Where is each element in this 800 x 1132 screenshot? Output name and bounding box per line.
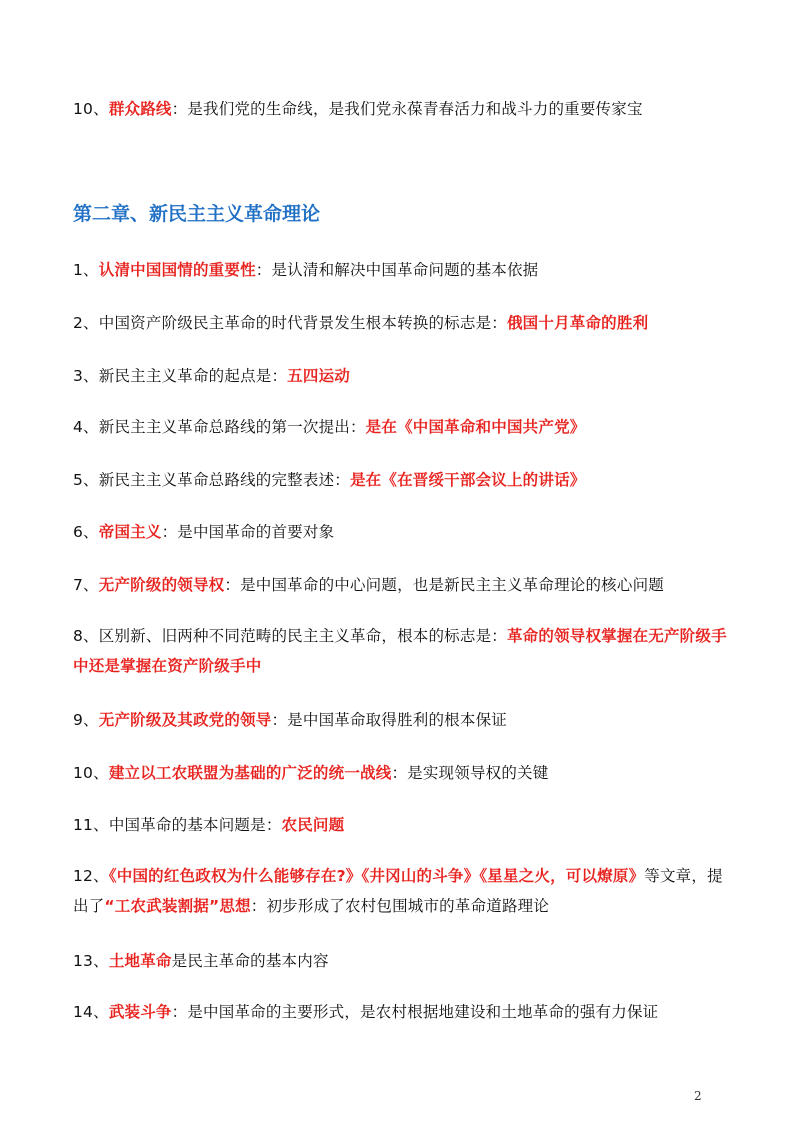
highlight-term-secondary: “工农武装割据”思想 [104, 897, 251, 915]
list-item-10-mass-line [73, 94, 733, 124]
highlight-term: 土地革命 [108, 952, 172, 970]
highlight-term: 《中国的红色政权为什么能够存在?》《井冈山的斗争》《星星之火，可以燎原》 [108, 867, 645, 885]
item-text: 中国革命的基本问题是： [108, 816, 282, 834]
item-text: 中国资产阶级民主革命的时代背景发生根本转换的标志是： [98, 314, 507, 332]
list-item-10 [73, 758, 733, 788]
highlight-term: 群众路线 [108, 100, 172, 118]
chapter-title: 第二章、新民主主义革命理论 [73, 203, 321, 225]
item-text: ：是中国革命的首要对象 [161, 523, 335, 541]
item-text-rest: ：初步形成了农村包围城市的革命道路理论 [250, 897, 550, 915]
list-item-1 [73, 255, 733, 285]
item-number: 10、 [73, 100, 109, 118]
list-item-2 [73, 308, 733, 338]
highlight-term: 是在《中国革命和中国共产党》 [365, 418, 586, 436]
item-number: 14、 [73, 1003, 109, 1021]
highlight-term: 五四运动 [287, 367, 350, 385]
list-item-8 [73, 621, 733, 681]
item-number: 6、 [73, 523, 99, 541]
highlight-term: 武装斗争 [108, 1003, 172, 1021]
item-number: 13、 [73, 952, 109, 970]
highlight-term: 建立以工农联盟为基础的广泛的统一战线 [108, 764, 392, 782]
highlight-term: 认清中国国情的重要性 [98, 261, 256, 279]
item-text: ：是中国革命的主要形式，是农村根据地建设和土地革命的强有力保证 [171, 1003, 659, 1021]
highlight-term: 革命的领导权掌握在无产阶级手中还是掌握在资产阶级手中 [73, 627, 727, 675]
item-number: 8、 [73, 627, 99, 645]
item-number: 4、 [73, 418, 99, 436]
item-text: 新民主主义革命总路线的完整表述： [98, 471, 350, 489]
item-text: 等文章，提出了 [73, 867, 723, 915]
item-text: ：是我们党的生命线，是我们党永葆青春活力和战斗力的重要传家宝 [171, 100, 643, 118]
list-item-12 [73, 861, 733, 921]
list-item-7 [73, 570, 733, 600]
item-number: 1、 [73, 261, 99, 279]
page-number: 2 [694, 1089, 702, 1103]
highlight-term: 是在《在晋绥干部会议上的讲话》 [349, 471, 586, 489]
highlight-term: 农民问题 [281, 816, 345, 834]
list-item-14 [73, 997, 733, 1027]
list-item-11 [73, 810, 733, 840]
highlight-term: 俄国十月革命的胜利 [506, 314, 649, 332]
highlight-term: 无产阶级及其政党的领导 [98, 711, 272, 729]
item-text: 区别新、旧两种不同范畴的民主主义革命，根本的标志是： [98, 627, 507, 645]
item-number: 10、 [73, 764, 109, 782]
list-item-9 [73, 705, 733, 735]
item-text: ：是中国革命的中心问题，也是新民主主义革命理论的核心问题 [224, 576, 664, 594]
item-text: ：是实现领导权的关键 [391, 764, 549, 782]
highlight-term: 帝国主义 [98, 523, 162, 541]
list-item-13 [73, 946, 733, 976]
list-item-6 [73, 517, 733, 547]
item-number: 11、 [73, 816, 109, 834]
list-item-4 [73, 412, 733, 442]
item-text: ：是认清和解决中国革命问题的基本依据 [255, 261, 539, 279]
item-text: 新民主主义革命的起点是： [98, 367, 288, 385]
item-number: 3、 [73, 367, 99, 385]
item-text: 新民主主义革命总路线的第一次提出： [98, 418, 366, 436]
item-number: 2、 [73, 314, 99, 332]
item-number: 7、 [73, 576, 99, 594]
list-item-5 [73, 465, 733, 495]
item-number: 5、 [73, 471, 99, 489]
item-text: ：是中国革命取得胜利的根本保证 [271, 711, 507, 729]
list-item-3 [73, 361, 733, 391]
item-text: 是民主革命的基本内容 [171, 952, 329, 970]
item-number: 12、 [73, 867, 109, 885]
item-number: 9、 [73, 711, 99, 729]
highlight-term: 无产阶级的领导权 [98, 576, 225, 594]
